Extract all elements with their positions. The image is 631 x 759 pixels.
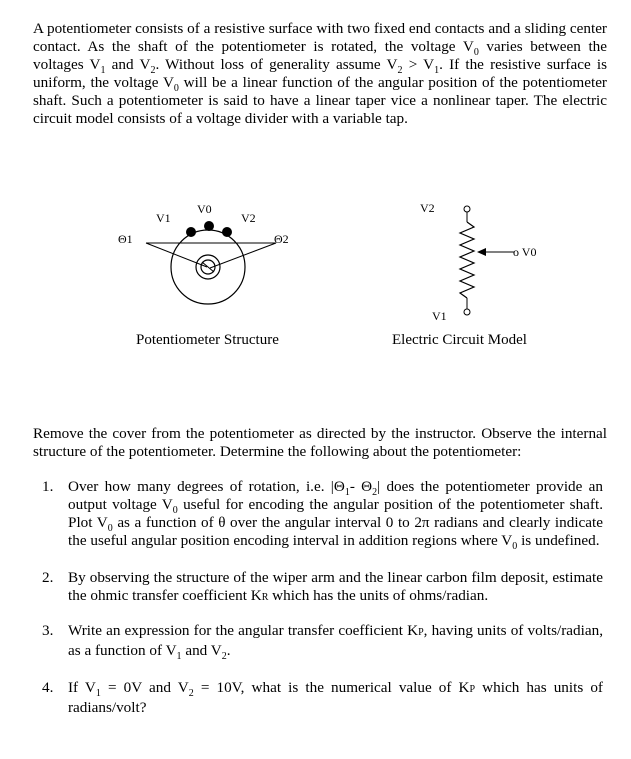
question-text: and V [181, 642, 222, 659]
resistor-zigzag [460, 222, 474, 298]
subscript: 2 [221, 651, 227, 663]
question-text: Over how many degrees of rotation, i.e. |Θ [68, 478, 345, 495]
question-text: , having units of volts/radian, as a function of V [68, 622, 603, 659]
subscript: 2 [372, 487, 378, 499]
question-1 [33, 478, 604, 553]
question-number: 2. [42, 569, 54, 586]
terminal-v0 [204, 221, 214, 231]
question-text: If V [68, 679, 96, 696]
terminal-v2 [222, 227, 232, 237]
question-text: useful for encoding the angular position of the potentiometer shaft. Plot V [68, 496, 603, 531]
subscript: 2 [188, 688, 194, 700]
circuit-model-diagram [420, 201, 536, 323]
question-number: 1. [42, 478, 54, 495]
question-text: = 10V, what is the numerical value of K [193, 679, 470, 696]
caption-electric-circuit-model: Electric Circuit Model [392, 332, 527, 348]
question-text: as a function of θ over the angular interval 0 to 2π radians and clearly indicate the useful angular position encoding interval in addition regions where V [68, 514, 603, 549]
label-v1-circuit: V1 [432, 309, 447, 323]
small-caps-subscript: P [418, 627, 424, 638]
question-text: = 0V and V [100, 679, 189, 696]
label-theta2: Θ2 [274, 232, 289, 246]
subscript: 2 [397, 65, 403, 77]
wiper-arrow [477, 248, 486, 256]
question-4 [33, 679, 603, 717]
intro-paragraph [33, 20, 607, 128]
label-v0-circuit: o V0 [513, 245, 537, 259]
small-caps-subscript: R [261, 592, 269, 603]
intro-text: and V [105, 56, 151, 73]
intro-text: A potentiometer consists of a resistive surface with two fixed end contacts and a sliding center contact. As the shaft of the potentiometer is rotated, the voltage V [33, 20, 607, 55]
question-text: - Θ [349, 478, 373, 495]
question-list [33, 478, 603, 717]
label-v2: V2 [241, 211, 256, 225]
subscript: 0 [172, 505, 178, 517]
intro-text: will be a linear function of the angular position of the potentiometer shaft. Such a potentiometer is said to have a linear taper vice a nonlinear taper. The electric circuit model consists of a voltage divider with a variable tap. [33, 74, 607, 127]
question-2 [33, 569, 603, 607]
potentiometer-structure-diagram [118, 202, 289, 304]
subscript: 1 [95, 688, 101, 700]
intro-text: . Without loss of generality assume V [155, 56, 398, 73]
question-text: . [226, 642, 231, 659]
subscript: 1 [344, 487, 350, 499]
question-text: which has the units of ohms/radian. [268, 587, 489, 604]
label-v0: V0 [197, 202, 212, 216]
subscript: 1 [434, 65, 440, 77]
subscript: 0 [512, 541, 518, 553]
subscript: 0 [473, 47, 479, 59]
label-theta1: Θ1 [118, 232, 133, 246]
terminal-v1 [186, 227, 196, 237]
label-v2-circuit: V2 [420, 201, 435, 215]
figures [0, 190, 631, 360]
intro-text: > V [402, 56, 435, 73]
subscript: 1 [176, 651, 182, 663]
question-number: 3. [42, 622, 54, 639]
question-text: is undefined. [517, 532, 600, 549]
small-caps-subscript: P [469, 684, 476, 695]
question-text: Write an expression for the angular transfer coefficient K [68, 622, 419, 639]
question-text: | does the potentiometer provide an output voltage V [68, 478, 604, 513]
subscript: 2 [150, 65, 156, 77]
terminal-bottom [464, 309, 470, 315]
subscript: 1 [100, 65, 106, 77]
question-number: 4. [42, 679, 54, 696]
terminal-top [464, 206, 470, 212]
question-text: By observing the structure of the wiper arm and the linear carbon film deposit, estimate the ohmic transfer coefficient K [68, 569, 603, 604]
instructions-paragraph: Remove the cover from the potentiometer as directed by the instructor. Observe the internal structure of the potentiometer. Determine the following about the potentiometer: [33, 425, 607, 460]
subscript: 0 [107, 523, 113, 535]
question-3 [33, 622, 603, 663]
question-text: which has units of radians/volt? [68, 679, 603, 716]
subscript: 0 [173, 83, 179, 95]
intro-text: varies between the voltages V [33, 38, 608, 73]
intro-text: . If the resistive surface is uniform, the voltage V [33, 56, 607, 91]
label-v1: V1 [156, 211, 171, 225]
caption-potentiometer-structure: Potentiometer Structure [136, 332, 279, 348]
